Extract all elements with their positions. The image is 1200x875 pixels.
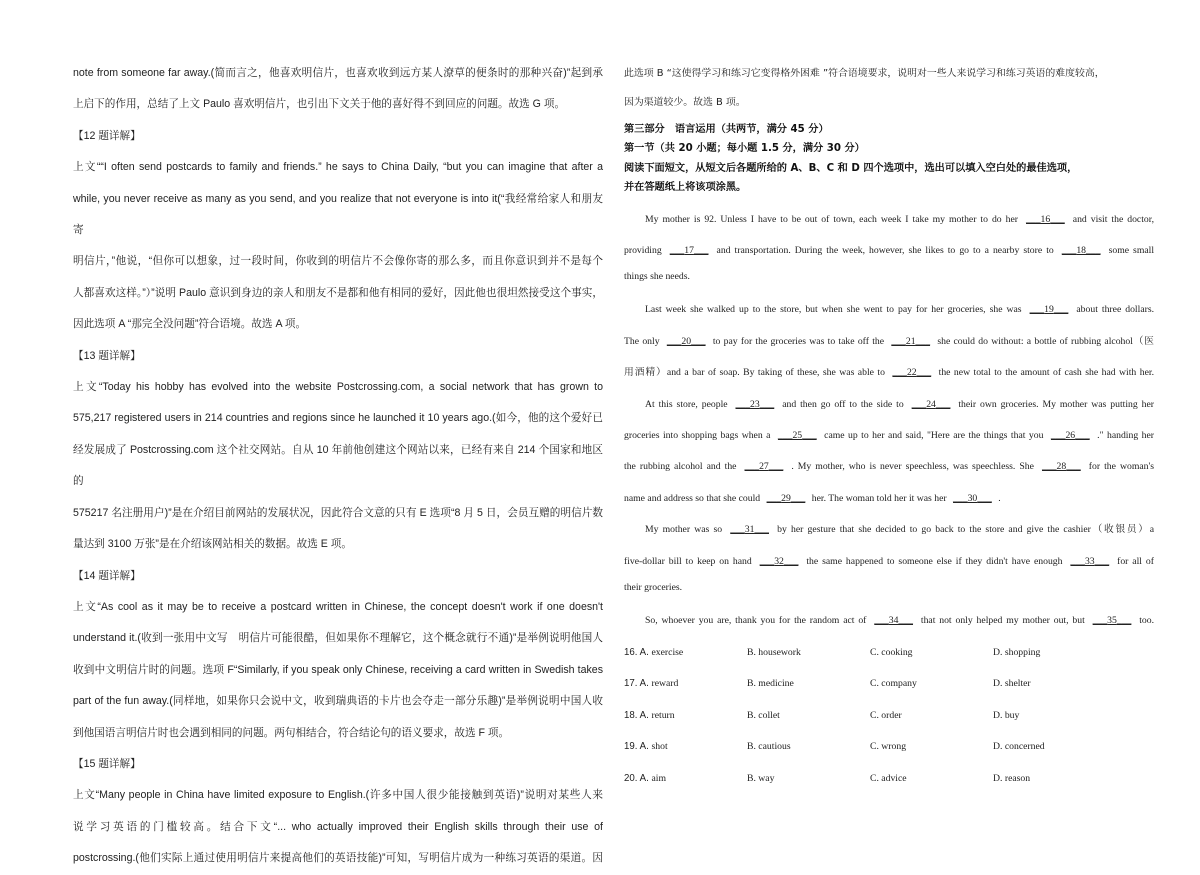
passage-line: So, whoever you are, thank you for the random act of ___34___ that not only helped my mother out, but ___35___ too. xyxy=(645,614,1155,626)
option-row-17: 17. A. reward B. medicine C. company D. shelter xyxy=(624,678,1031,690)
text-line: note from someone far away.(简而言之，他喜欢明信片，也喜欢收到远方某人潦草的便条时的那种兴奋)”起到承 xyxy=(73,67,603,79)
blank-32: ___32___ xyxy=(759,555,799,567)
intro-line: 此选项 B “这使得学习和练习它变得格外困难 ”符合语境要求，说明对一些人来说学习和练习英语的难度较高， xyxy=(624,68,1105,79)
section-heading: 第三部分 语言运用（共两节，满分 45 分） xyxy=(624,123,829,135)
text-line: 明信片，”他说，“但你可以想象，过一段时间，你收到的明信片不会像你寄的那么多，而且你意识到并不是每个 xyxy=(73,255,603,268)
blank-17: ___17___ xyxy=(669,244,709,256)
passage-line: 用酒精）and a bar of soap. By taking of these, she was able to ___22___ the new total to the amount of cash she had with her. xyxy=(624,367,1154,379)
option-row-18: 18. A. return B. collet C. order D. buy xyxy=(624,709,1020,721)
blank-26: ___26___ xyxy=(1050,429,1090,441)
text-line: understand it.(收到一张用中文写 明信片可能很酷，但如果你不理解它，这个概念就行不通)”是举例说明他国人 xyxy=(73,632,603,645)
passage-line: the rubbing alcohol and the ___27___ . My mother, who is never speechless, was speechless. She ___28___ for the woman's xyxy=(624,461,1155,473)
passage-line: Last week she walked up to the store, but when she went to pay for her groceries, she was ___19___ about three dollars. xyxy=(645,304,1155,316)
passage-line: name and address so that she could ___29___ her. The woman told her it was her ___30___ . xyxy=(624,492,1001,504)
option-row-16: 16. A. exercise B. housework C. cooking D. shopping xyxy=(624,646,1041,658)
blank-35: ___35___ xyxy=(1092,614,1132,626)
text-line: 上文“Today his hobby has evolved into the website Postcrossing.com, a social network that has grown to xyxy=(73,381,603,394)
blank-25: ___25___ xyxy=(777,429,817,441)
section-heading-14: 【14 题详解】 xyxy=(73,569,141,582)
intro-line: 因为渠道较少。故选 B 项。 xyxy=(624,96,746,108)
text-line: 上文“As cool as it may be to receive a postcard written in Chinese, the concept doesn't work if one doesn't xyxy=(73,600,603,613)
blank-16: ___16___ xyxy=(1026,213,1065,225)
text-line: 收到中文明信片时的问题。选项 F“Similarly, if you speak only Chinese, receiving a card written in Swedish takes xyxy=(73,663,603,676)
blank-30: ___30___ xyxy=(953,492,992,504)
text-line: 人都喜欢这样。”）”说明 Paulo 意识到身边的亲人和朋友不是都和他有相同的爱好，因此他也很坦然接受这个事实， xyxy=(73,286,603,299)
passage-line: My mother is 92. Unless I have to be out of town, each week I take my mother to do her ___16___ and visit the doctor, xyxy=(645,213,1155,225)
text-line: 上启下的作用，总结了上文 Paulo 喜欢明信片，也引出下文关于他的喜好得不到回应的问题。故选 G 项。 xyxy=(73,98,566,111)
text-line: 上文““I often send postcards to family and friends.” he says to China Daily, “but you can imagine that after a xyxy=(73,161,603,174)
blank-19: ___19___ xyxy=(1029,304,1069,316)
blank-20: ___20___ xyxy=(666,335,706,347)
passage-line: providing ___17___ and transportation. During the week, however, she likes to go to a nearby store to ___18___ some small xyxy=(624,244,1155,256)
blank-23: ___23___ xyxy=(735,398,775,410)
text-line: 经发展成了 Postcrossing.com 这个社交网站。自从 10 年前他创建这个网站以来，已经有来自 214 个国家和地区的 xyxy=(73,443,603,488)
text-line: 说学习英语的门槛较高。结合下文“... who actually improved their English skills through their use of xyxy=(73,820,603,833)
cloze-passage xyxy=(624,204,1154,637)
text-line: 上文“Many people in China have limited exposure to English.(许多中国人很少能接触到英语)”说明对某些人来 xyxy=(73,789,603,802)
passage-line: five-dollar bill to keep on hand ___32___ the same happened to someone else if they didn't have enough ___33___ for all of xyxy=(624,555,1154,567)
passage-line: groceries into shopping bags when a ___25___ came up to her and said, "Here are the things that you ___26___ ." handing her xyxy=(624,429,1155,441)
passage-line: My mother was so ___31___ by her gesture that she decided to go back to the store and give the cashier（收银员）a xyxy=(645,524,1155,536)
section-heading-15: 【15 题详解】 xyxy=(73,757,141,770)
text-line: part of the fun away.(同样地，如果你只会说中文，收到瑞典语的卡片也会夺走一部分乐趣)”是举例说明中国人收 xyxy=(73,695,603,708)
text-line: 因此选项 A “那完全没问题”符合语境。故选 A 项。 xyxy=(73,318,307,331)
blank-33: ___33___ xyxy=(1070,555,1110,567)
blank-31: ___31___ xyxy=(730,524,769,536)
option-row-20: 20. A. aim B. way C. advice D. reason xyxy=(624,773,1031,785)
passage-line: At this store, people ___23___ and then go off to the side to ___24___ their own groceries. My mother was putting her xyxy=(645,398,1155,410)
answer-explanation-column xyxy=(73,58,603,875)
text-line: postcrossing.(他们实际上通过使用明信片来提高他们的英语技能)”可知，写明信片成为一种练习英语的渠道。因 xyxy=(73,852,603,865)
text-line: 到他国语言明信片时也会遇到相同的问题。两句相结合，符合结论句的语义要求，故选 F 项。 xyxy=(73,726,510,739)
blank-18: ___18___ xyxy=(1061,244,1101,256)
instruction-line: 阅读下面短文，从短文后各题所给的 A、B、C 和 D 四个选项中，选出可以填入空白处的最佳选项， xyxy=(624,162,1078,174)
blank-22: ___22___ xyxy=(892,367,932,379)
instruction-line: 并在答题纸上将该项涂黑。 xyxy=(624,182,747,193)
language-use-column xyxy=(624,58,1154,794)
subsection-heading: 第一节（共 20 小题；每小题 1.5 分，满分 30 分） xyxy=(624,143,865,154)
blank-21: ___21___ xyxy=(891,335,931,347)
blank-27: ___27___ xyxy=(744,461,784,473)
passage-line: their groceries. xyxy=(624,581,683,593)
section-heading-12: 【12 题详解】 xyxy=(73,129,141,142)
text-line: 575,217 registered users in 214 countries and regions since he launched it 10 years ago.(如今，他的这个爱好已 xyxy=(73,412,603,425)
option-row-19: 19. A. shot B. cautious C. wrong D. concerned xyxy=(624,741,1045,753)
blank-24: ___24___ xyxy=(911,398,951,410)
blank-28: ___28___ xyxy=(1041,461,1081,473)
text-line: 575217 名注册用户)”是在介绍目前网站的发展状况，因此符合文意的只有 E 选项“8 月 5 日，会员互赠的明信片数 xyxy=(73,506,603,519)
text-line: 量达到 3100 万张”是在介绍该网站相关的数据。故选 E 项。 xyxy=(73,538,352,551)
section-heading-13: 【13 题详解】 xyxy=(73,349,141,362)
answer-options xyxy=(624,636,1154,794)
passage-line: things she needs. xyxy=(624,271,690,283)
blank-34: ___34___ xyxy=(874,614,914,626)
passage-line: The only ___20___ to pay for the groceries was to take off the ___21___ she could do without: a bottle of rubbing alcohol（医 xyxy=(624,335,1154,347)
text-line: while, you never receive as many as you send, and you realize that not everyone is into it(“我经常给家人和朋友寄 xyxy=(73,192,603,237)
blank-29: ___29___ xyxy=(766,492,806,504)
